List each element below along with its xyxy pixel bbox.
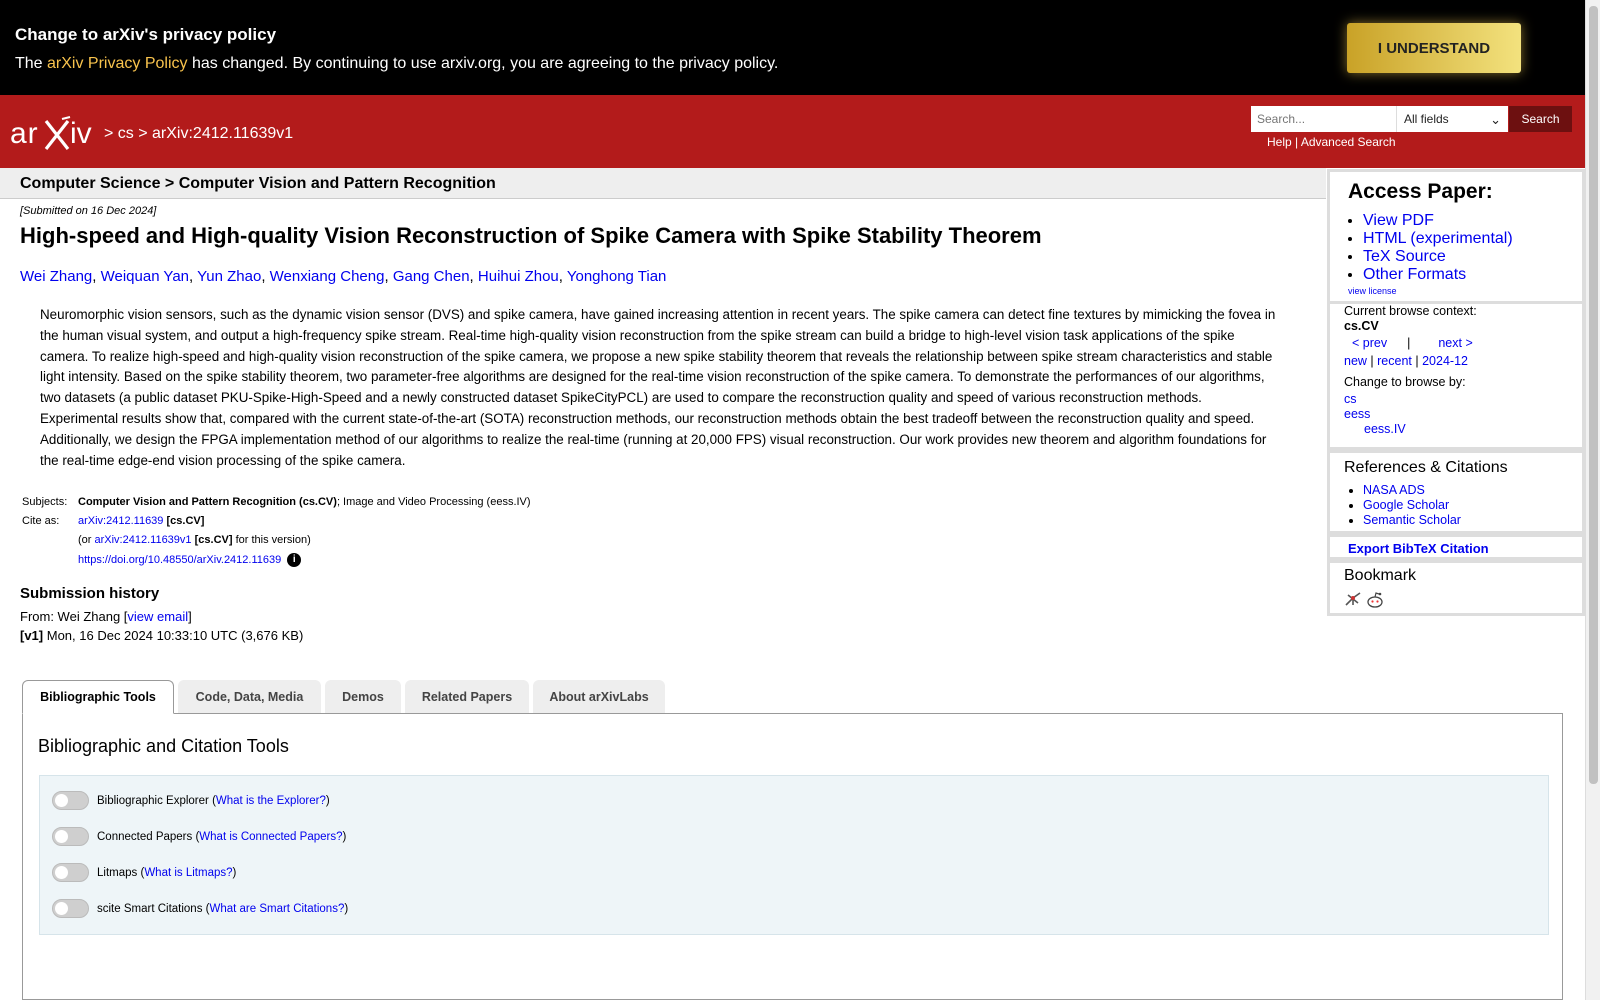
view-pdf-link[interactable]: View PDF [1363,212,1434,229]
subjects-label: Subjects: [22,496,68,508]
subject-title: Computer Science > Computer Vision and Pattern Recognition [20,175,496,192]
reference-item [1363,483,1461,498]
from-prefix: From: Wei Zhang [ [20,609,128,624]
search-button[interactable]: Search [1509,106,1572,132]
tool-row: Connected Papers ( What is Connected Papers? ) [52,827,346,846]
scrollbar-thumb[interactable] [1589,6,1598,784]
scite-toggle[interactable] [52,899,89,918]
privacy-text [15,55,778,73]
privacy-policy-link[interactable]: arXiv Privacy Policy [47,55,188,72]
header-link-separator: | [1291,135,1301,149]
litmaps-toggle[interactable] [52,863,89,882]
new-link[interactable]: new [1344,354,1367,368]
reference-item [1363,513,1461,528]
chevron-down-icon: ⌄ [1490,112,1501,127]
cite-version-link[interactable]: arXiv:2412.11639v1 [94,534,192,546]
paper-title: High-speed and High-quality Vision Reconstruction of Spike Camera with Spike Stability Theorem [20,223,1042,248]
explorer-toggle[interactable] [52,791,89,810]
subjects-primary: Computer Vision and Pattern Recognition (cs.CV) [78,496,337,508]
tool-row: Litmaps ( What is Litmaps? ) [52,863,236,882]
browse-links-row [1344,354,1468,368]
authors-list: Wei Zhang, Weiquan Yan, Yun Zhao, Wenxiang Cheng, Gang Chen, Huihui Zhou, Yonghong Tian [20,268,667,285]
prev-next-row [1352,336,1473,350]
svg-text:iv: iv [70,117,92,150]
cite-version-category: [cs.CV] [194,534,233,546]
privacy-text-prefix: The [15,55,48,72]
bibsonomy-icon[interactable] [1344,591,1362,614]
cite-category: [cs.CV] [166,515,205,527]
tool-label: Bibliographic Explorer [97,794,209,807]
page-scrollbar[interactable] [1585,0,1600,1000]
sep: | [1366,354,1378,368]
export-bibtex-link[interactable]: Export BibTeX Citation [1348,541,1489,556]
reddit-icon[interactable] [1366,591,1384,614]
author-link[interactable]: Wei Zhang [20,268,93,285]
author-link[interactable]: Weiquan Yan [100,268,190,285]
tab-demos[interactable]: Demos [325,680,401,714]
tool-label: Connected Papers [97,830,193,843]
other-formats-link[interactable]: Other Formats [1363,266,1467,283]
svg-text:ar: ar [10,117,39,150]
breadcrumb[interactable]: > cs > arXiv:2412.11639v1 [104,125,294,142]
google-scholar-link[interactable]: Google Scholar [1363,498,1450,512]
access-item [1363,248,1513,266]
references-box [1327,450,1585,534]
doi-link[interactable]: https://doi.org/10.48550/arXiv.2412.11639 [78,553,282,566]
submission-history-title: Submission history [20,585,160,602]
author-link[interactable]: Huihui Zhou [477,268,559,285]
bookmark-title: Bookmark [1344,567,1417,584]
access-item [1363,212,1513,230]
site-header [0,95,1585,168]
bookmark-box [1327,560,1585,616]
context-value: cs.CV [1344,319,1379,333]
version-text: Mon, 16 Dec 2024 10:33:10 UTC (3,676 KB) [43,628,304,643]
export-box [1327,534,1585,560]
arxiv-logo[interactable] [10,115,102,158]
subjects-rest: ; Image and Video Processing (eess.IV) [336,496,531,508]
tex-source-link[interactable]: TeX Source [1363,248,1446,265]
cite-id-link[interactable]: arXiv:2412.11639 [78,515,164,527]
sep: | [1411,354,1423,368]
search-field-value: All fields [1404,112,1449,126]
cite-version-value [78,534,311,546]
tool-label: scite Smart Citations [97,902,203,915]
access-paper-title: Access Paper: [1348,180,1493,203]
subjects-value [78,496,531,508]
tools-title: Bibliographic and Citation Tools [38,736,289,756]
view-email-link[interactable]: view email [127,609,189,624]
tool-help-link[interactable]: What are Smart Citations? [209,902,345,915]
reference-item [1363,498,1461,513]
cite-version-suffix: for this version) [232,534,311,546]
references-list [1344,483,1461,528]
author-link[interactable]: Yun Zhao [197,268,262,285]
author-link[interactable]: Gang Chen [392,268,470,285]
access-item [1363,230,1513,248]
tool-help-link[interactable]: What is Litmaps? [144,866,233,879]
subject-header [0,168,1326,199]
recent-link[interactable]: recent [1377,354,1412,368]
prev-link[interactable]: < prev [1352,336,1388,350]
tab-code-data-media[interactable]: Code, Data, Media [178,680,321,714]
browse-eess-link[interactable]: eess [1344,407,1371,421]
version-label: [v1] [20,628,44,643]
from-suffix: ] [188,609,192,624]
tab-about-arxivlabs[interactable]: About arXivLabs [533,680,665,714]
privacy-banner [0,0,1585,95]
privacy-title: Change to arXiv's privacy policy [15,25,277,44]
cite-value [78,515,204,527]
submitted-date: [Submitted on 16 Dec 2024] [20,205,157,217]
access-item [1363,266,1513,284]
browse-context-box [1327,301,1585,450]
tool-row: Bibliographic Explorer ( What is the Explorer? ) [52,791,330,810]
privacy-text-suffix: has changed. By continuing to use arxiv.org, you are agreeing to the privacy policy. [187,55,779,72]
tool-label: Litmaps [97,866,138,879]
date-link[interactable]: 2024-12 [1422,354,1468,368]
tools-list [39,775,1549,935]
i-understand-button[interactable]: I UNDERSTAND [1347,23,1521,73]
version-v1 [20,628,303,643]
author-link[interactable]: Wenxiang Cheng [269,268,385,285]
header-links [1267,135,1396,149]
info-icon[interactable]: i [287,553,301,567]
author-link[interactable]: Yonghong Tian [566,268,667,285]
next-link[interactable]: next > [1438,336,1473,350]
view-license-link[interactable]: view license [1348,286,1397,296]
tool-help-link[interactable]: What is the Explorer? [215,794,326,807]
change-browse-label: Change to browse by: [1344,375,1466,389]
browse-eess-iv-link[interactable]: eess.IV [1364,422,1406,436]
tab-panel [22,713,1563,1000]
connected-papers-toggle[interactable] [52,827,89,846]
help-link[interactable]: Help [1267,135,1292,149]
abstract: Neuromorphic vision sensors, such as the dynamic vision sensor (DVS) and spike camera, have gained increasing attention in recent years. The spike camera can detect fine textures by mimicking the fovea in the human visual system, and output a high-frequency spike stream. Real-time high-quality vision reconstruction from the spike stream can build a bridge to high-level vision task applications of the spike camera. To realize high-speed and high-quality vision reconstruction of the spike camera, we propose a new spike stability theorem that reveals the relationship between spike stream characteristics and stable light intensity. Based on the spike stability theorem, two parameter-free algorithms are designed for the real-time vision reconstruction of the spike camera. To demonstrate the performances of our algorithms, two datasets (a public dataset PKU-Spike-High-Speed and a newly constructed dataset SpikeCityPCL) are used to compare the reconstruction quality and speed of various reconstruction methods. Experimental results show that, compared with the current state-of-the-art (SOTA) reconstruction methods, our reconstruction methods obtain the best tradeoff between the reconstruction quality and speed. Additionally, we design the FPGA implementation method of our algorithms to realize the real-time (running at 20,000 FPS) visual reconstruction. Our work provides new theorem and algorithm foundations for the real-time edge-end vision processing of the spike camera. [40,307,1276,468]
submission-from [20,609,192,624]
context-label: Current browse context: [1344,304,1477,318]
search-field-select[interactable] [1396,106,1508,132]
tab-bibliographic-tools[interactable]: Bibliographic Tools [22,680,174,714]
prev-next-separator: | [1407,336,1411,350]
advanced-search-link[interactable]: Advanced Search [1300,135,1396,149]
doi-value [78,553,301,567]
cite-version-prefix: (or [78,534,95,546]
tab-related-papers[interactable]: Related Papers [405,680,529,714]
browse-cs-link[interactable]: cs [1344,392,1357,406]
nasa-ads-link[interactable]: NASA ADS [1363,483,1425,497]
html-link[interactable]: HTML (experimental) [1363,230,1513,247]
tool-row: scite Smart Citations ( What are Smart Citations? ) [52,899,348,918]
bookmark-icons [1344,591,1384,614]
references-title: References & Citations [1344,459,1508,476]
search-input[interactable] [1251,106,1396,132]
tool-help-link[interactable]: What is Connected Papers? [199,830,343,843]
access-paper-box [1327,169,1585,301]
semantic-scholar-link[interactable]: Semantic Scholar [1363,513,1461,527]
access-links [1344,212,1513,284]
cite-label: Cite as: [22,515,60,527]
